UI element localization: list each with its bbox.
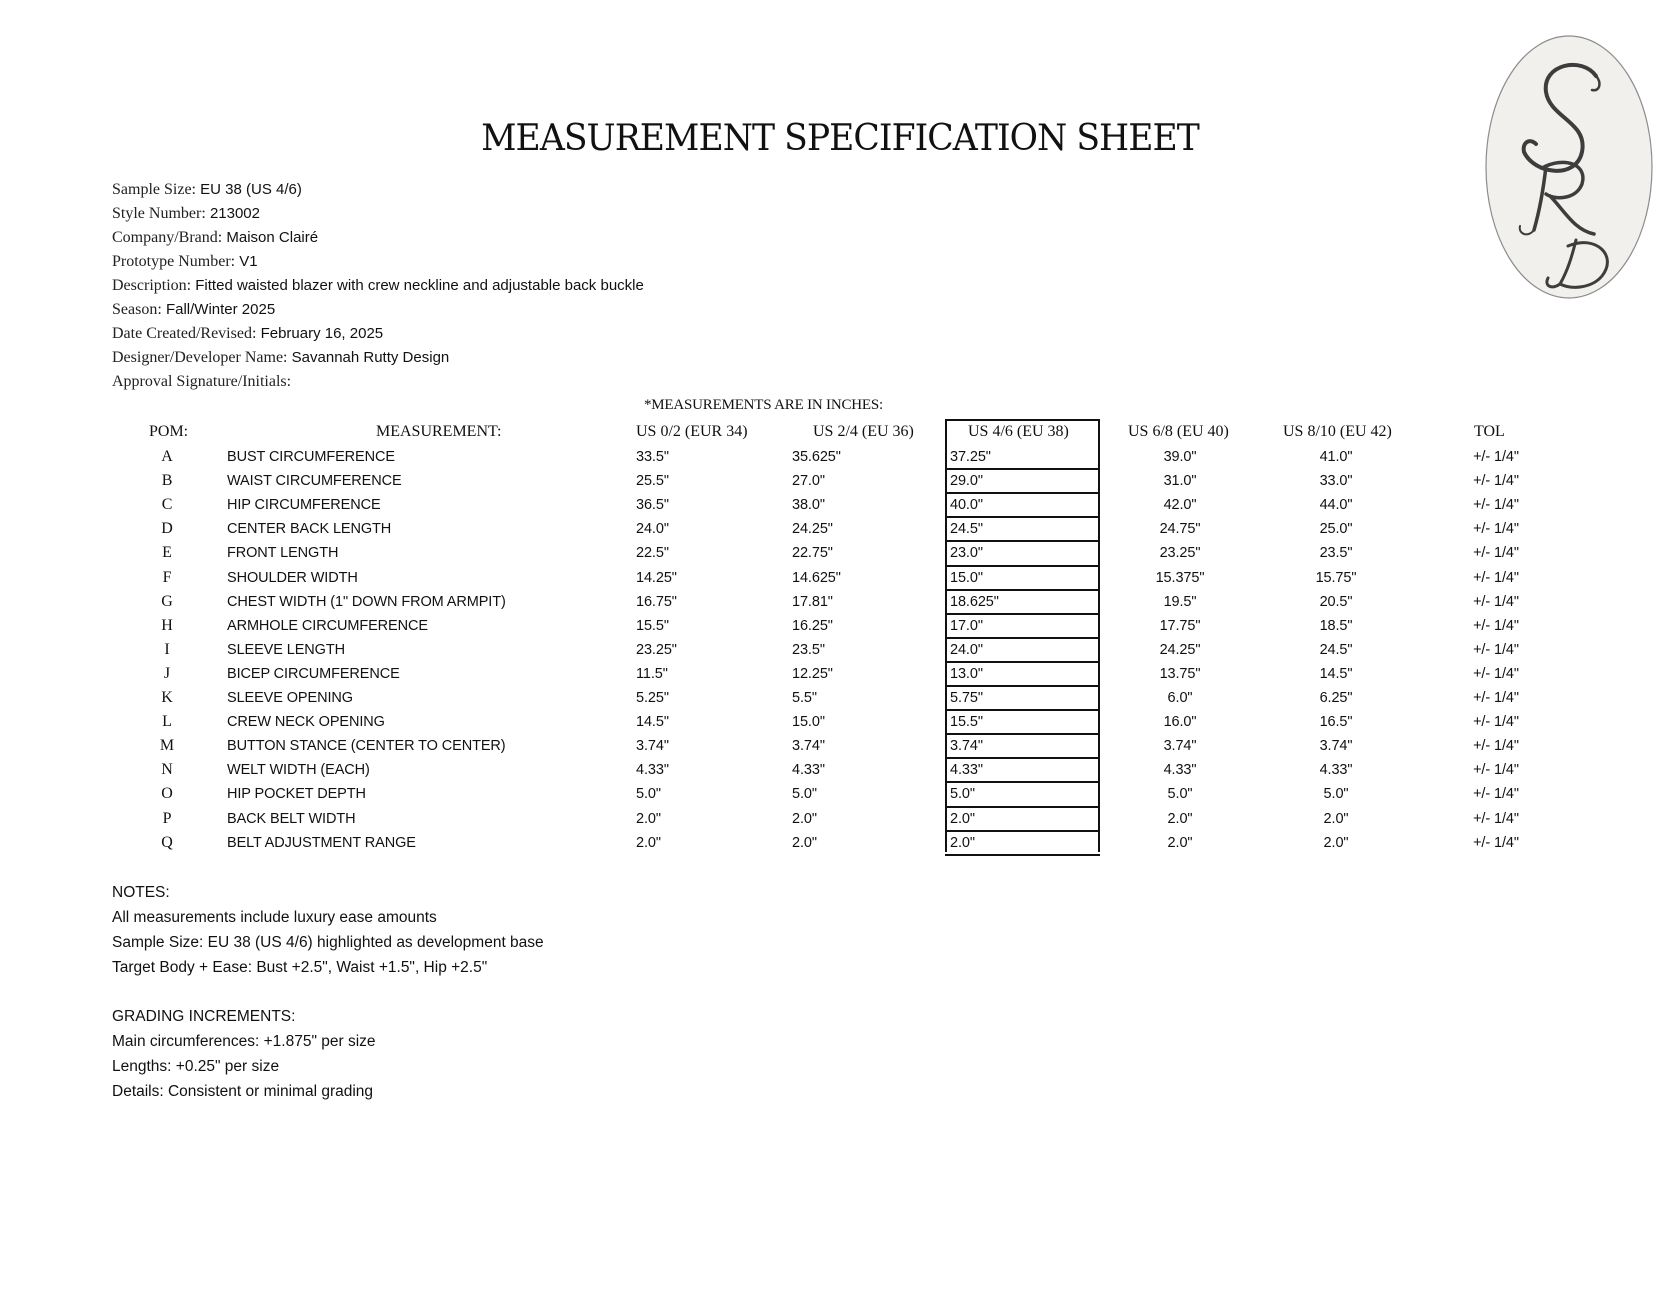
- row-value-us-4-6: 18.625": [950, 593, 999, 610]
- row-value-us-4-6: 13.0": [950, 665, 983, 682]
- row-measurement-name: HIP CIRCUMFERENCE: [227, 497, 381, 514]
- info-company-brand: [112, 226, 644, 250]
- row-value-us-8-10: 2.0": [1323, 834, 1349, 851]
- row-value-us-2-4: 27.0": [792, 473, 825, 490]
- row-value-us-0-2: 2.0": [636, 810, 661, 827]
- row-value-us-2-4: 4.33": [792, 762, 825, 779]
- row-tolerance: +/- 1/4": [1473, 617, 1519, 634]
- row-value-us-2-4: 2.0": [792, 810, 817, 827]
- row-value-us-0-2: 23.25": [636, 641, 677, 658]
- row-value-us-8-10: 15.75": [1315, 569, 1357, 586]
- row-pom: Q: [161, 833, 173, 851]
- row-tolerance: +/- 1/4": [1473, 810, 1519, 827]
- row-value-us-2-4: 15.0": [792, 714, 825, 731]
- row-value-us-4-6: 4.33": [950, 762, 983, 779]
- header-us-8-10: US 8/10 (EU 42): [1283, 423, 1392, 440]
- highlight-row-divider: [945, 854, 1100, 856]
- row-value-us-0-2: 22.5": [636, 545, 669, 562]
- row-measurement-name: BELT ADJUSTMENT RANGE: [227, 834, 416, 851]
- row-pom: N: [161, 761, 173, 779]
- row-value-us-0-2: 25.5": [636, 473, 669, 490]
- row-tolerance: +/- 1/4": [1473, 449, 1519, 465]
- row-value-us-2-4: 16.25": [792, 617, 833, 634]
- page-title: MEASUREMENT SPECIFICATION SHEET: [481, 118, 1199, 159]
- info-description: [112, 274, 644, 298]
- header-us-2-4: US 2/4 (EU 36): [813, 423, 914, 440]
- row-tolerance: +/- 1/4": [1473, 665, 1519, 682]
- grading-line: Main circumferences: +1.875" per size: [112, 1033, 376, 1050]
- row-tolerance: +/- 1/4": [1473, 690, 1519, 706]
- row-value-us-4-6: 24.5": [950, 521, 983, 538]
- header-us-6-8: US 6/8 (EU 40): [1128, 423, 1229, 440]
- note-line: Target Body + Ease: Bust +2.5", Waist +1.5", Hip +2.5": [112, 959, 488, 976]
- row-measurement-name: ARMHOLE CIRCUMFERENCE: [227, 617, 428, 634]
- row-value-us-0-2: 2.0": [636, 834, 661, 851]
- row-value-us-2-4: 24.25": [792, 521, 833, 538]
- row-measurement-name: CREW NECK OPENING: [227, 714, 385, 731]
- notes-block: [112, 880, 544, 1104]
- row-tolerance: +/- 1/4": [1473, 593, 1519, 610]
- row-value-us-4-6: 40.0": [950, 497, 983, 514]
- row-value-us-2-4: 2.0": [792, 834, 817, 851]
- row-value-us-6-8: 24.75": [1159, 521, 1201, 538]
- info-label: Description:: [112, 277, 192, 294]
- row-value-us-4-6: 5.75": [950, 690, 983, 706]
- row-value-us-2-4: 5.0": [792, 786, 817, 803]
- row-value-us-2-4: 22.75": [792, 545, 833, 562]
- row-value-us-4-6: 24.0": [950, 641, 983, 658]
- row-value-us-6-8: 5.0": [1167, 786, 1193, 803]
- info-date: [112, 322, 644, 346]
- row-measurement-name: WAIST CIRCUMFERENCE: [227, 473, 402, 490]
- row-tolerance: +/- 1/4": [1473, 834, 1519, 851]
- row-measurement-name: BICEP CIRCUMFERENCE: [227, 665, 400, 682]
- row-pom: G: [161, 592, 173, 610]
- row-value-us-6-8: 39.0": [1163, 449, 1197, 465]
- row-value-us-6-8: 15.375": [1155, 569, 1205, 586]
- row-pom: M: [159, 737, 175, 755]
- row-value-us-0-2: 4.33": [636, 762, 669, 779]
- row-measurement-name: BUTTON STANCE (CENTER TO CENTER): [227, 738, 506, 755]
- grading-line: Lengths: +0.25" per size: [112, 1058, 280, 1075]
- row-tolerance: +/- 1/4": [1473, 545, 1519, 562]
- row-pom: I: [164, 640, 170, 658]
- info-season: [112, 298, 644, 322]
- row-measurement-name: FRONT LENGTH: [227, 545, 339, 562]
- row-value-us-2-4: 3.74": [792, 738, 825, 755]
- info-prototype-number: [112, 250, 644, 274]
- row-value-us-2-4: 38.0": [792, 497, 825, 514]
- row-value-us-2-4: 23.5": [792, 641, 825, 658]
- row-value-us-8-10: 41.0": [1319, 449, 1353, 465]
- row-pom: D: [161, 520, 173, 538]
- info-label: Prototype Number:: [112, 253, 236, 270]
- srd-monogram-logo: [1484, 34, 1654, 300]
- info-value: Savannah Rutty Design: [291, 349, 450, 366]
- info-value: Maison Clairé: [226, 229, 319, 246]
- row-value-us-4-6: 29.0": [950, 473, 983, 490]
- row-pom: E: [162, 544, 172, 562]
- info-value: Fitted waisted blazer with crew neckline and adjustable back buckle: [195, 277, 644, 294]
- row-tolerance: +/- 1/4": [1473, 786, 1519, 803]
- row-tolerance: +/- 1/4": [1473, 569, 1519, 586]
- info-value: Fall/Winter 2025: [165, 301, 276, 318]
- info-value: EU 38 (US 4/6): [200, 181, 302, 198]
- row-measurement-name: BACK BELT WIDTH: [227, 810, 356, 827]
- spec-info-block: [112, 178, 644, 394]
- info-label: Company/Brand:: [112, 229, 223, 246]
- row-measurement-name: SLEEVE LENGTH: [227, 641, 345, 658]
- row-value-us-8-10: 24.5": [1319, 641, 1353, 658]
- row-value-us-4-6: 23.0": [950, 545, 983, 562]
- info-label: Date Created/Revised:: [112, 325, 257, 342]
- row-tolerance: +/- 1/4": [1473, 762, 1519, 779]
- row-value-us-0-2: 16.75": [636, 593, 677, 610]
- row-value-us-6-8: 19.5": [1163, 593, 1197, 610]
- row-value-us-8-10: 16.5": [1319, 714, 1353, 731]
- row-pom: P: [162, 809, 172, 827]
- row-measurement-name: BUST CIRCUMFERENCE: [227, 449, 395, 465]
- row-pom: K: [161, 689, 173, 706]
- row-measurement-name: CHEST WIDTH (1" DOWN FROM ARMPIT): [227, 593, 506, 610]
- row-value-us-4-6: 3.74": [950, 738, 983, 755]
- row-pom: A: [161, 448, 173, 465]
- row-pom: O: [161, 785, 173, 803]
- row-pom: L: [162, 713, 172, 731]
- info-approval: [112, 370, 644, 394]
- row-value-us-6-8: 6.0": [1167, 690, 1193, 706]
- row-value-us-8-10: 18.5": [1319, 617, 1353, 634]
- row-value-us-4-6: 15.5": [950, 714, 983, 731]
- row-value-us-6-8: 16.0": [1163, 714, 1197, 731]
- row-tolerance: +/- 1/4": [1473, 497, 1519, 514]
- row-tolerance: +/- 1/4": [1473, 473, 1519, 490]
- info-designer: [112, 346, 644, 370]
- notes-heading: NOTES:: [112, 884, 170, 901]
- row-value-us-4-6: 15.0": [950, 569, 983, 586]
- info-label: Designer/Developer Name:: [112, 349, 288, 366]
- header-tolerance: TOL: [1474, 423, 1505, 440]
- row-value-us-6-8: 24.25": [1159, 641, 1201, 658]
- row-value-us-8-10: 2.0": [1323, 810, 1349, 827]
- row-value-us-0-2: 11.5": [636, 665, 668, 682]
- info-label: Approval Signature/Initials:: [112, 373, 292, 390]
- row-tolerance: +/- 1/4": [1473, 641, 1519, 658]
- note-line: Sample Size: EU 38 (US 4/6) highlighted as development base: [112, 934, 544, 951]
- grading-heading: GRADING INCREMENTS:: [112, 1008, 296, 1025]
- info-sample-size: [112, 178, 644, 202]
- row-value-us-8-10: 6.25": [1319, 690, 1353, 706]
- row-value-us-2-4: 35.625": [792, 449, 841, 465]
- row-pom: C: [161, 496, 173, 514]
- header-pom: POM:: [149, 423, 189, 440]
- info-style-number: [112, 202, 644, 226]
- row-value-us-6-8: 42.0": [1163, 497, 1197, 514]
- row-value-us-2-4: 5.5": [792, 690, 817, 706]
- info-value: 213002: [209, 205, 260, 222]
- row-value-us-0-2: 5.0": [636, 786, 661, 803]
- row-value-us-0-2: 3.74": [636, 738, 669, 755]
- row-value-us-6-8: 31.0": [1163, 473, 1197, 490]
- row-value-us-6-8: 2.0": [1167, 810, 1193, 827]
- row-tolerance: +/- 1/4": [1473, 521, 1519, 538]
- row-value-us-2-4: 17.81": [792, 593, 833, 610]
- row-value-us-8-10: 14.5": [1319, 665, 1353, 682]
- row-measurement-name: WELT WIDTH (EACH): [227, 762, 370, 779]
- row-value-us-6-8: 17.75": [1159, 617, 1201, 634]
- row-tolerance: +/- 1/4": [1473, 714, 1519, 731]
- row-value-us-0-2: 24.0": [636, 521, 669, 538]
- row-value-us-8-10: 33.0": [1319, 473, 1353, 490]
- row-value-us-0-2: 14.5": [636, 714, 669, 731]
- grading-line: Details: Consistent or minimal grading: [112, 1083, 374, 1100]
- info-label: Season:: [112, 301, 162, 318]
- row-value-us-6-8: 3.74": [1163, 738, 1197, 755]
- info-label: Style Number:: [112, 205, 206, 222]
- row-value-us-6-8: 4.33": [1163, 762, 1197, 779]
- header-us-4-6: US 4/6 (EU 38): [968, 423, 1069, 440]
- row-measurement-name: SHOULDER WIDTH: [227, 569, 358, 586]
- info-value: V1: [239, 253, 258, 270]
- row-value-us-6-8: 23.25": [1159, 545, 1201, 562]
- header-measurement: MEASUREMENT:: [376, 423, 502, 440]
- row-value-us-8-10: 20.5": [1319, 593, 1353, 610]
- row-pom: H: [161, 616, 173, 634]
- info-label: Sample Size:: [112, 181, 196, 198]
- row-value-us-8-10: 25.0": [1319, 521, 1353, 538]
- row-value-us-8-10: 44.0": [1319, 497, 1353, 514]
- row-value-us-4-6: 2.0": [950, 834, 975, 851]
- row-value-us-2-4: 12.25": [792, 665, 833, 682]
- row-value-us-2-4: 14.625": [792, 569, 841, 586]
- row-value-us-8-10: 5.0": [1323, 786, 1349, 803]
- row-value-us-8-10: 23.5": [1319, 545, 1353, 562]
- row-value-us-0-2: 14.25": [636, 569, 677, 586]
- row-measurement-name: HIP POCKET DEPTH: [227, 786, 366, 803]
- header-us-0-2: US 0/2 (EUR 34): [636, 423, 748, 440]
- row-measurement-name: CENTER BACK LENGTH: [227, 521, 392, 538]
- row-value-us-6-8: 2.0": [1167, 834, 1193, 851]
- row-measurement-name: SLEEVE OPENING: [227, 690, 353, 706]
- row-value-us-0-2: 36.5": [636, 497, 669, 514]
- row-value-us-0-2: 33.5": [636, 449, 669, 465]
- units-note: *MEASUREMENTS ARE IN INCHES:: [644, 397, 883, 413]
- row-pom: J: [163, 664, 171, 682]
- row-value-us-6-8: 13.75": [1159, 665, 1201, 682]
- row-value-us-4-6: 17.0": [950, 617, 983, 634]
- row-pom: F: [162, 568, 172, 586]
- row-value-us-4-6: 5.0": [950, 786, 975, 803]
- row-tolerance: +/- 1/4": [1473, 738, 1519, 755]
- row-pom: B: [161, 472, 173, 490]
- row-value-us-4-6: 37.25": [950, 449, 991, 465]
- row-value-us-0-2: 15.5": [636, 617, 669, 634]
- info-value: February 16, 2025: [260, 325, 384, 342]
- note-line: All measurements include luxury ease amounts: [112, 909, 437, 926]
- row-value-us-8-10: 4.33": [1319, 762, 1353, 779]
- row-value-us-4-6: 2.0": [950, 810, 975, 827]
- row-value-us-8-10: 3.74": [1319, 738, 1353, 755]
- row-value-us-0-2: 5.25": [636, 690, 669, 706]
